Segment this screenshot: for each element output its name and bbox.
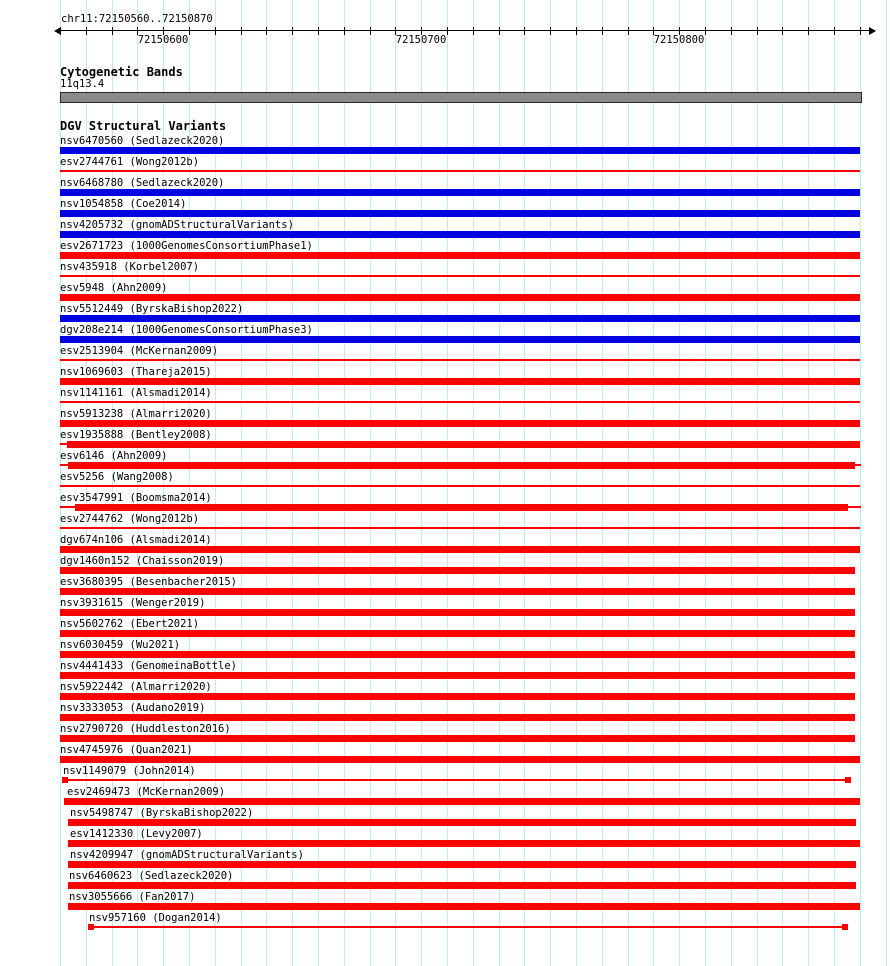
ruler-tick xyxy=(731,27,732,35)
variant-bar-thin[interactable] xyxy=(60,359,860,361)
variant-bar-thick[interactable] xyxy=(68,819,856,826)
variant-label: esv2513904 (McKernan2009) xyxy=(60,345,219,357)
variant-bar-thick[interactable] xyxy=(60,336,860,343)
variant-bar-thick[interactable] xyxy=(60,651,855,658)
ruler-tick xyxy=(292,27,293,35)
variant-bar-thick[interactable] xyxy=(60,147,860,154)
variant-bar-thick[interactable] xyxy=(60,609,855,616)
variant-bar-thin[interactable] xyxy=(60,401,860,403)
variant-label: dgv1460n152 (Chaisson2019) xyxy=(60,555,225,567)
ruler-tick xyxy=(524,27,525,35)
variant-label: nsv3333053 (Audano2019) xyxy=(60,702,206,714)
variant-label: nsv3055666 (Fan2017) xyxy=(69,891,196,903)
variant-label: nsv435918 (Korbel2007) xyxy=(60,261,200,273)
ruler-tick xyxy=(86,27,87,35)
variant-label: dgv674n106 (Alsmadi2014) xyxy=(60,534,212,546)
variant-label: nsv6030459 (Wu2021) xyxy=(60,639,181,651)
variant-label: nsv1141161 (Alsmadi2014) xyxy=(60,387,212,399)
region-label: chr11:72150560..72150870 xyxy=(61,13,213,25)
variant-bar-thick[interactable] xyxy=(75,504,848,511)
cytoband-name: 11q13.4 xyxy=(60,78,105,90)
ruler-tick-label: 72150600 xyxy=(137,34,189,46)
ruler-axis-line xyxy=(60,30,875,31)
variant-bar-thick[interactable] xyxy=(60,630,855,637)
variant-label: nsv1054858 (Coe2014) xyxy=(60,198,187,210)
ruler-tick xyxy=(112,27,113,35)
cytogenetic-bands-title: Cytogenetic Bands xyxy=(60,65,183,79)
variant-bar-thick[interactable] xyxy=(60,714,855,721)
variant-label: nsv6468780 (Sedlazeck2020) xyxy=(60,177,225,189)
variant-bar-thin[interactable] xyxy=(60,464,68,466)
variant-label: nsv5913238 (Almarri2020) xyxy=(60,408,212,420)
ruler-tick xyxy=(499,27,500,35)
variant-bar-thick[interactable] xyxy=(60,420,860,427)
variant-label: nsv3931615 (Wenger2019) xyxy=(60,597,206,609)
variant-bar-thin[interactable] xyxy=(848,506,861,508)
variant-label: nsv4441433 (GenomeinaBottle) xyxy=(60,660,238,672)
variant-bar-thin[interactable] xyxy=(60,506,75,508)
variant-bar-thick[interactable] xyxy=(60,231,860,238)
ruler-tick xyxy=(266,27,267,35)
variant-label: nsv1069603 (Thareja2015) xyxy=(60,366,212,378)
variant-label: nsv2790720 (Huddleston2016) xyxy=(60,723,231,735)
variant-bar-thin[interactable] xyxy=(94,926,842,928)
variant-label: nsv5602762 (Ebert2021) xyxy=(60,618,200,630)
variant-label: esv2744761 (Wong2012b) xyxy=(60,156,200,168)
variant-label: nsv5922442 (Almarri2020) xyxy=(60,681,212,693)
variant-bar-thick[interactable] xyxy=(60,189,860,196)
variant-label: esv2469473 (McKernan2009) xyxy=(67,786,226,798)
variant-bar-block[interactable] xyxy=(842,924,848,930)
variant-label: esv6146 (Ahn2009) xyxy=(60,450,168,462)
ruler-tick xyxy=(860,27,861,35)
variant-bar-thick[interactable] xyxy=(60,546,860,553)
gridline xyxy=(860,0,861,966)
ruler-tick xyxy=(344,27,345,35)
variant-bar-thick[interactable] xyxy=(60,378,860,385)
ruler-tick xyxy=(550,27,551,35)
variant-bar-thick[interactable] xyxy=(68,840,860,847)
variant-bar-thick[interactable] xyxy=(60,567,855,574)
variant-label: nsv6470560 (Sedlazeck2020) xyxy=(60,135,225,147)
variant-bar-thick[interactable] xyxy=(60,756,860,763)
variant-bar-thick[interactable] xyxy=(67,441,860,448)
variant-label: nsv4209947 (gnomADStructuralVariants) xyxy=(70,849,304,861)
ruler-tick xyxy=(834,27,835,35)
variant-label: esv2744762 (Wong2012b) xyxy=(60,513,200,525)
ruler-tick xyxy=(447,27,448,35)
variant-label: dgv208e214 (1000GenomesConsortiumPhase3) xyxy=(60,324,313,336)
variant-bar-thick[interactable] xyxy=(64,798,860,805)
variant-label: esv1935888 (Bentley2008) xyxy=(60,429,212,441)
ruler-tick xyxy=(628,27,629,35)
ruler-right-arrow-icon xyxy=(869,27,876,35)
variant-label: nsv5512449 (ByrskaBishop2022) xyxy=(60,303,244,315)
variant-bar-thin[interactable] xyxy=(68,779,845,781)
variant-bar-thin[interactable] xyxy=(60,275,860,277)
dgv-track-title: DGV Structural Variants xyxy=(60,119,227,133)
ruler-tick-label: 72150800 xyxy=(653,34,705,46)
variant-label: nsv1149079 (John2014) xyxy=(63,765,196,777)
variant-label: esv3547991 (Boomsma2014) xyxy=(60,492,212,504)
gridline xyxy=(886,0,887,966)
variant-bar-thick[interactable] xyxy=(68,903,860,910)
variant-bar-thin[interactable] xyxy=(60,170,860,172)
variant-label: nsv5498747 (ByrskaBishop2022) xyxy=(70,807,254,819)
ruler-tick xyxy=(808,27,809,35)
variant-bar-thick[interactable] xyxy=(60,252,860,259)
variant-bar-thin[interactable] xyxy=(855,464,861,466)
variant-bar-thick[interactable] xyxy=(60,672,855,679)
variant-bar-thick[interactable] xyxy=(60,210,860,217)
variant-bar-block[interactable] xyxy=(845,777,851,783)
variant-label: esv3680395 (Besenbacher2015) xyxy=(60,576,238,588)
variant-bar-thick[interactable] xyxy=(68,861,856,868)
variant-bar-thick[interactable] xyxy=(60,735,855,742)
variant-label: esv2671723 (1000GenomesConsortiumPhase1) xyxy=(60,240,313,252)
ruler-tick xyxy=(757,27,758,35)
variant-bar-thick[interactable] xyxy=(68,882,856,889)
ruler-tick xyxy=(782,27,783,35)
ruler-tick xyxy=(705,27,706,35)
variant-bar-thick[interactable] xyxy=(68,462,855,469)
variant-bar-thick[interactable] xyxy=(60,315,860,322)
ruler-tick-label: 72150700 xyxy=(395,34,447,46)
variant-label: esv1412330 (Levy2007) xyxy=(70,828,203,840)
variant-bar-thin[interactable] xyxy=(60,485,860,487)
ruler-tick xyxy=(370,27,371,35)
ruler-tick xyxy=(473,27,474,35)
cytoband-bar xyxy=(60,92,862,103)
ruler-tick xyxy=(576,27,577,35)
ruler-tick xyxy=(60,27,61,35)
variant-bar-thin[interactable] xyxy=(60,527,860,529)
ruler-tick xyxy=(189,27,190,35)
ruler-tick xyxy=(602,27,603,35)
ruler-tick xyxy=(215,27,216,35)
variant-bar-thick[interactable] xyxy=(60,588,855,595)
ruler-tick xyxy=(318,27,319,35)
variant-bar-thick[interactable] xyxy=(60,294,860,301)
variant-bar-thin[interactable] xyxy=(60,443,67,445)
variant-label: esv5256 (Wang2008) xyxy=(60,471,174,483)
variant-label: nsv4745976 (Quan2021) xyxy=(60,744,193,756)
variant-bar-thick[interactable] xyxy=(60,693,855,700)
variant-label: esv5948 (Ahn2009) xyxy=(60,282,168,294)
ruler-tick xyxy=(241,27,242,35)
variant-label: nsv957160 (Dogan2014) xyxy=(89,912,222,924)
variant-label: nsv6460623 (Sedlazeck2020) xyxy=(69,870,234,882)
variant-label: nsv4205732 (gnomADStructuralVariants) xyxy=(60,219,294,231)
